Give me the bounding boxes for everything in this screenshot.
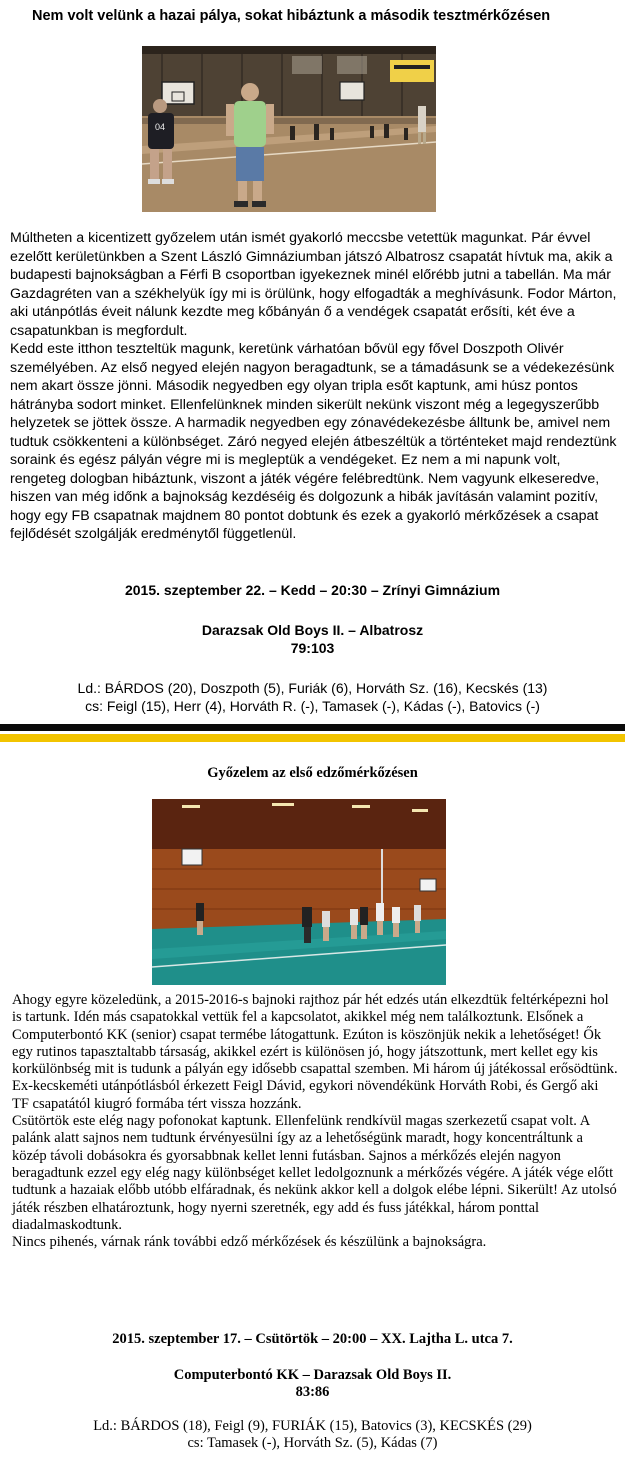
article-1-paragraph: Kedd este itthon teszteltük magunk, keretünk várhatóan bővül egy fővel Doszpoth Olivér személyében. Az első negyed elején nagyon beragadtunk, se a támadásunk se a védekezésünk nem akart össze jönni. Második negyedben egy olyan tripla esőt kaptunk, ami húsz pontos hátrányba sodort minket. Ellenfelünknek minden sikerült nekünk viszont még a legegyszerűbb helyzetek se jöttek össze. A harmadik negyedben egy zónavédekezésbe álltunk be, amivel nem tudtuk csökkenteni a különbséget. Záró negyed elején átbeszéltük a történteket majd rendeztünk soraink és egész pályán végre mi is megleptük a vendégeket. Ez nem a mi napunk volt, rengeteg dologban hibáztunk, viszont a játék végére felébredtünk. Nem vagyunk elkeseredve, hiszen van még időnk a bajnokság kezdéséig és dolgozunk a hibák javításán valamint pozitív, hogy egy FB csapatnak majdnem 80 pontot dobtunk és ezek a gyakorló mérkőzések a csapat fejlődését szolgálják eredménytől függetlenül. [10, 341, 617, 542]
gym-court-graphic [152, 799, 446, 985]
article-2-lineup-starters: Ld.: BÁRDOS (18), Feigl (9), FURIÁK (15), Batovics (3), KECSKÉS (29) [93, 1418, 532, 1434]
divider-dark-stripe [0, 724, 625, 731]
article-2-match-info: 2015. szeptember 17. – Csütörtök – 20:00 – XX. Lajtha L. utca 7. [112, 1331, 513, 1347]
article-1-photo [142, 46, 436, 212]
article-1-lineup-bench: cs: Feigl (15), Herr (4), Horváth R. (-), Tamasek (-), Kádas (-), Batovics (-) [85, 698, 540, 714]
article-1-match-info: 2015. szeptember 22. – Kedd – 20:30 – Zrínyi Gimnázium [124, 582, 501, 598]
divider-yellow-stripe [0, 734, 625, 742]
article-1-lineup-starters: Ld.: BÁRDOS (20), Doszpoth (5), Furiák (6), Horváth Sz. (16), Kecskés (13) [77, 680, 548, 696]
article-2-teams: Computerbontó KK – Darazsak Old Boys II. [173, 1367, 452, 1383]
article-2-title: Győzelem az első edzőmérkőzésen [207, 765, 418, 781]
jersey-number: 04 [155, 122, 166, 132]
article-1-body [10, 229, 618, 544]
article-2-paragraph: Ahogy egyre közeledünk, a 2015-2016-s bajnoki rajthoz pár hét edzés után elkezdtük feltérképezni hol is tartunk. Idén más csapatokkal vettük fel a kapcsolatot, akikkel még nem találkoztunk. Elsőnek a Computerbontó KK (senior) csapat termébe látogattunk. Ezúton is köszönjük nekik a lehetőséget! Ők egy rutinos tapasztaltabb társaság, akikkel ezért is különösen jó, hogy játszottunk, mert kellet egy kis korkülönbség mit is tudunk a pályán egy idősebb csapattal szemben. Mi három új játékossal erősödtünk. Ex-kecskeméti utánpótlásból érkezett Feigl Dávid, egykori növendékünk Horváth Robi, és Gergő aki TF csapatától kiugró formába tért vissza hozzánk. [12, 992, 618, 1112]
article-1-teams: Darazsak Old Boys II. – Albatrosz [201, 622, 424, 638]
article-1-title: Nem volt velünk a hazai pálya, sokat hibáztunk a második tesztmérkőzésen [32, 8, 551, 24]
article-2-score: 83:86 [295, 1384, 330, 1400]
article-2-paragraph: Csütörtök este elég nagy pofonokat kaptunk. Ellenfelünk rendkívül magas szerkezetű csapat volt. A palánk alatt sajnos nem tudtunk érvényesülni így az a lehetőségünk maradt, hogy koncentráltunk a közép távoli dobásokra és gyorsabbnak kellet lenni futásban. Sajnos a mérkőzés elején nagyon beragadtunk ezzel egy elég nagy különbséget kellet ledolgoznunk a mérkőzés végére. A játék vége előtt tudtunk a hazaiak előbb utóbb elfáradnak, és nekünk akkor kell a dolgok elébe lépni. Sikerült! Az utolsó játék részben elhatároztunk, hogy nyerni szeretnék, egy add és fuss játékkal, három ponttal diadalmaskodtunk. [12, 1113, 617, 1233]
article-2-paragraph: Nincs pihenés, várnak ránk további edző mérkőzések és készülünk a bajnokságra. [12, 1234, 487, 1251]
article-1-paragraph: Múltheten a kicentizett győzelem után ismét gyakorló meccsbe vetettük magunkat. Pár évvel ezelőtt kerületünkben a Szent László Gimnáziumban játszó Albatrosz csapatát hívtuk ma, akik a budapesti bajnokságban a Férfi B csoportban igyekeznek minél előrébb jutni a tabellán. Ma már Gazdagréten van a székhelyük így mi is örülünk, hogy elfogadták a meghívásunk. Fodor Márton, aki utánpótlás éveit nálunk kezdte meg kőbányán ő a vendégek csapatát erősíti, két éve a csapatunkban is megfordult. [10, 230, 617, 339]
article-1-score: 79:103 [290, 640, 335, 656]
article-2-lineup-bench: cs: Tamasek (-), Horváth Sz. (5), Kádas (7) [187, 1435, 438, 1451]
article-2-photo [152, 799, 446, 985]
gym-scene-graphic [142, 46, 436, 212]
article-2-body [12, 992, 618, 1251]
